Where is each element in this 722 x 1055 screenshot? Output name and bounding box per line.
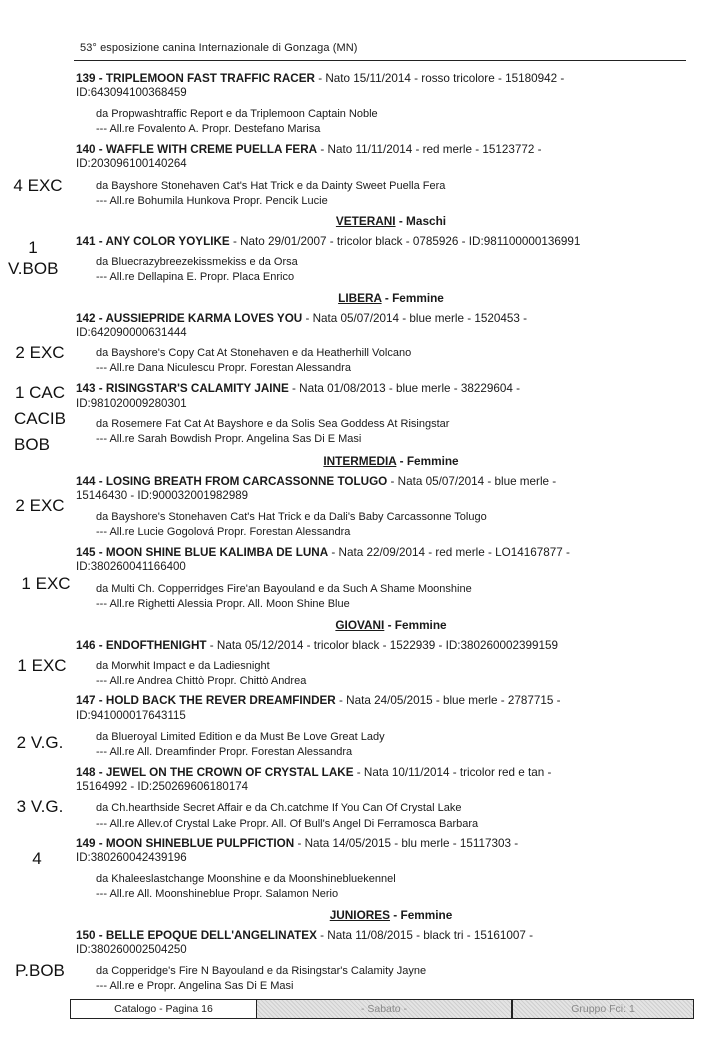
entry-149-handler: --- All.re All. Moonshineblue Propr. Salamon Nerio bbox=[96, 888, 339, 900]
entry-141-handler: --- All.re Dellapina E. Propr. Placa Enrico bbox=[96, 271, 295, 283]
entry-140-line1: 140 - WAFFLE WITH CREME PUELLA FERA - Nato 11/11/2014 - red merle - 15123772 - bbox=[76, 143, 542, 156]
award-148: 3 V.G. bbox=[16, 797, 64, 816]
award-144: 2 EXC bbox=[15, 496, 65, 515]
entry-150-parents: da Copperidge's Fire N Bayouland e da Risingstar's Calamity Jayne bbox=[96, 965, 427, 977]
entry-147-id: ID:941000017643115 bbox=[76, 710, 186, 722]
header-rule bbox=[74, 60, 686, 61]
award-143-bob: BOB bbox=[14, 435, 50, 454]
entry-149-line1: 149 - MOON SHINEBLUE PULPFICTION - Nata 14/05/2015 - blu merle - 15117303 - bbox=[76, 837, 519, 850]
award-149: 4 bbox=[32, 849, 42, 868]
entry-145-handler: --- All.re Righetti Alessia Propr. All. Moon Shine Blue bbox=[96, 598, 350, 610]
award-145: 1 EXC bbox=[21, 574, 71, 593]
award-143-cacib: CACIB bbox=[14, 409, 66, 428]
entry-146-parents: da Morwhit Impact e da Ladiesnight bbox=[96, 660, 270, 672]
section-juniores: JUNIORES - Femmine bbox=[329, 908, 453, 922]
footer-catalog-page: Catalogo - Pagina 16 bbox=[71, 1000, 257, 1018]
entry-143-id: ID:981020009280301 bbox=[76, 398, 187, 410]
entry-141-line1: 141 - ANY COLOR YOYLIKE - Nato 29/01/2007 - tricolor black - 0785926 - ID:981100000136991 bbox=[76, 235, 581, 248]
award-141-placement: 1 bbox=[28, 238, 38, 257]
entry-147-line1: 147 - HOLD BACK THE REVER DREAMFINDER - Nata 24/05/2015 - blue merle - 2787715 - bbox=[76, 694, 561, 707]
entry-145-id: ID:380260041166400 bbox=[76, 561, 186, 573]
entry-148-parents: da Ch.hearthside Secret Affair e da Ch.catchme If You Can Of Crystal Lake bbox=[96, 802, 462, 814]
award-147: 2 V.G. bbox=[16, 733, 64, 752]
entry-142-parents: da Bayshore's Copy Cat At Stonehaven e da Heatherhill Volcano bbox=[96, 347, 412, 359]
entry-139-handler: --- All.re Fovalento A. Propr. Destefano Marisa bbox=[96, 123, 321, 135]
entry-142-handler: --- All.re Dana Niculescu Propr. Forestan Alessandra bbox=[96, 362, 351, 374]
entry-149-parents: da Khaleeslastchange Moonshine e da Moonshinebluekennel bbox=[96, 873, 396, 885]
entry-144-id: 15146430 - ID:900032001982989 bbox=[76, 490, 249, 502]
entry-141-parents: da Bluecrazybreezekissmekiss e da Orsa bbox=[96, 256, 298, 268]
entry-148-line1: 148 - JEWEL ON THE CROWN OF CRYSTAL LAKE - Nata 10/11/2014 - tricolor red e tan - bbox=[76, 766, 552, 779]
entry-148-handler: --- All.re Allev.of Crystal Lake Propr. All. Of Bull's Angel Di Ferramosca Barbara bbox=[96, 818, 479, 830]
page-header: 53° esposizione canina Internazionale di Gonzaga (MN) bbox=[80, 42, 358, 54]
entry-147-parents: da Blueroyal Limited Edition e da Must Be Love Great Lady bbox=[96, 731, 385, 743]
entry-144-line1: 144 - LOSING BREATH FROM CARCASSONNE TOLUGO - Nata 05/07/2014 - blue merle - bbox=[76, 475, 557, 488]
entry-145-line1: 145 - MOON SHINE BLUE KALIMBA DE LUNA - Nata 22/09/2014 - red merle - LO14167877 - bbox=[76, 546, 570, 559]
section-libera: LIBERA - Femmine bbox=[338, 291, 444, 305]
entry-140-handler: --- All.re Bohumila Hunkova Propr. Pencik Lucie bbox=[96, 195, 328, 207]
entry-142-id: ID:642090000631444 bbox=[76, 327, 187, 339]
entry-140-id: ID:203096100140264 bbox=[76, 158, 187, 170]
section-veterani: VETERANI - Maschi bbox=[335, 214, 447, 228]
section-intermedia: INTERMEDIA - Femmine bbox=[323, 454, 459, 468]
entry-142-line1: 142 - AUSSIEPRIDE KARMA LOVES YOU - Nata 05/07/2014 - blue merle - 1520453 - bbox=[76, 312, 528, 325]
entry-149-id: ID:380260042439196 bbox=[76, 852, 187, 864]
entry-139-line1: 139 - TRIPLEMOON FAST TRAFFIC RACER - Nato 15/11/2014 - rosso tricolore - 15180942 - bbox=[76, 72, 565, 85]
footer-group: Gruppo Fci: 1 bbox=[513, 1000, 693, 1018]
entry-150-line1: 150 - BELLE EPOQUE DELL'ANGELINATEX - Nata 11/08/2015 - black tri - 15161007 - bbox=[76, 929, 534, 942]
entry-150-handler: --- All.re e Propr. Angelina Sas Di E Masi bbox=[96, 980, 294, 992]
award-150: P.BOB bbox=[15, 961, 65, 980]
award-146: 1 EXC bbox=[17, 656, 67, 675]
page-footer bbox=[70, 999, 694, 1019]
entry-146-handler: --- All.re Andrea Chittò Propr. Chittò Andrea bbox=[96, 675, 307, 687]
award-143-cac: 1 CAC bbox=[14, 383, 66, 402]
award-142: 2 EXC bbox=[15, 343, 65, 362]
entry-144-parents: da Bayshore's Stonehaven Cat's Hat Trick e da Dali's Baby Carcassonne Tolugo bbox=[96, 511, 487, 523]
entry-145-parents: da Multi Ch. Copperridges Fire'an Bayouland e da Such A Shame Moonshine bbox=[96, 583, 472, 595]
entry-140-parents: da Bayshore Stonehaven Cat's Hat Trick e da Dainty Sweet Puella Fera bbox=[96, 180, 446, 192]
entry-143-parents: da Rosemere Fat Cat At Bayshore e da Solis Sea Goddess At Risingstar bbox=[96, 418, 450, 430]
entry-139-parents: da Propwashtraffic Report e da Triplemoon Captain Noble bbox=[96, 108, 378, 120]
section-giovani: GIOVANI - Femmine bbox=[335, 618, 447, 632]
entry-146-line1: 146 - ENDOFTHENIGHT - Nata 05/12/2014 - tricolor black - 1522939 - ID:380260002399159 bbox=[76, 639, 559, 652]
entry-148-id: 15164992 - ID:250269606180174 bbox=[76, 781, 249, 793]
entry-143-line1: 143 - RISINGSTAR'S CALAMITY JAINE - Nata 01/08/2013 - blue merle - 38229604 - bbox=[76, 382, 521, 395]
entry-143-handler: --- All.re Sarah Bowdish Propr. Angelina Sas Di E Masi bbox=[96, 433, 362, 445]
entry-147-handler: --- All.re All. Dreamfinder Propr. Forestan Alessandra bbox=[96, 746, 353, 758]
entry-150-id: ID:380260002504250 bbox=[76, 944, 187, 956]
entry-139-id: ID:643094100368459 bbox=[76, 87, 187, 99]
footer-day: - Sabato - bbox=[257, 1000, 513, 1018]
award-141-title: V.BOB bbox=[8, 259, 59, 278]
award-140: 4 EXC bbox=[13, 176, 63, 195]
entry-144-handler: --- All.re Lucie Gogolová Propr. Forestan Alessandra bbox=[96, 526, 351, 538]
